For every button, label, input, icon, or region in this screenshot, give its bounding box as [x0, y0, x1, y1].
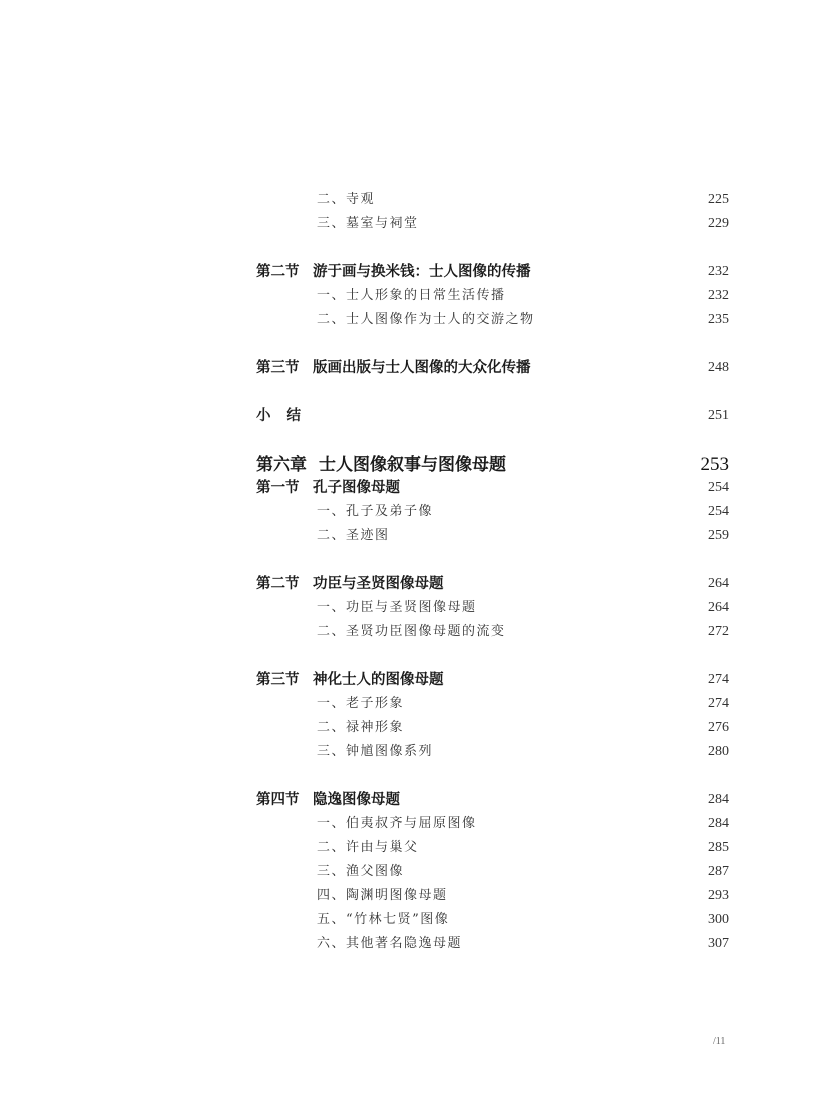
- toc-entry-page-number: 287: [708, 864, 729, 879]
- page-folio: /11: [713, 1036, 726, 1047]
- toc-entry-summary: [0, 404, 816, 428]
- toc-entry-label: 功臣与圣贤图像母题: [313, 575, 444, 592]
- toc-entry-chapter: [0, 453, 816, 477]
- toc-entry-label: 二、许由与巢父: [317, 840, 419, 855]
- toc-entry-number: 第二节: [256, 263, 300, 280]
- toc-entry-item: [0, 740, 816, 764]
- toc-entry-item: [0, 836, 816, 860]
- toc-entry-label: 四、陶渊明图像母题: [317, 888, 448, 903]
- toc-entry-item: [0, 692, 816, 716]
- toc-entry-section: [0, 260, 816, 284]
- toc-entry-label: 版画出版与士人图像的大众化传播: [313, 359, 531, 376]
- toc-entry-page-number: 285: [708, 840, 729, 855]
- toc-entry-label: 二、寺观: [317, 192, 376, 207]
- toc-entry-label: 三、墓室与祠堂: [317, 216, 419, 231]
- toc-entry-page-number: 232: [708, 288, 729, 303]
- toc-entry-label: 小结: [256, 407, 317, 424]
- toc-entry-label: 一、伯夷叔齐与屈原图像: [317, 816, 477, 831]
- toc-entry-title: [317, 860, 404, 884]
- toc-entry-item: [0, 308, 816, 332]
- toc-entry-page-number: 293: [708, 888, 729, 903]
- toc-entry-title: [256, 476, 400, 500]
- toc-entry-title: [317, 308, 535, 332]
- toc-entry-item: [0, 524, 816, 548]
- toc-entry-title: [317, 908, 449, 932]
- toc-entry-number: 第一节: [256, 479, 300, 496]
- toc-entry-title: [317, 692, 404, 716]
- toc-entry-page-number: 232: [708, 264, 729, 279]
- toc-entry-page-number: 276: [708, 720, 729, 735]
- toc-entry-page-number: 274: [708, 696, 729, 711]
- toc-entry-title: [256, 788, 400, 812]
- toc-entry-page-number: 248: [708, 360, 729, 375]
- toc-entry-page-number: 307: [708, 936, 729, 951]
- toc-entry-label: 一、孔子及弟子像: [317, 504, 434, 519]
- toc-entry-page-number: 272: [708, 624, 729, 639]
- toc-entry-item: [0, 860, 816, 884]
- toc-entry-title: [317, 812, 477, 836]
- toc-entry-page-number: 251: [708, 408, 729, 423]
- toc-entry-label: 二、圣迹图: [317, 528, 390, 543]
- toc-entry-title: [256, 356, 531, 380]
- toc-entry-section: [0, 788, 816, 812]
- toc-entry-number: 第二节: [256, 575, 300, 592]
- toc-entry-title: [317, 524, 390, 548]
- toc-entry-label: 五、“竹林七贤”图像: [317, 912, 450, 927]
- toc-entry-section: [0, 476, 816, 500]
- toc-entry-title: [256, 453, 506, 477]
- toc-entry-title: [317, 884, 448, 908]
- toc-entry-label: 游于画与换米钱：士人图像的传播: [313, 263, 531, 280]
- toc-entry-label: 士人图像叙事与图像母题: [319, 455, 506, 475]
- toc-entry-label: 孔子图像母题: [313, 479, 400, 496]
- toc-entry-number: 第四节: [256, 791, 300, 808]
- toc-entry-item: [0, 620, 816, 644]
- toc-entry-title: [317, 740, 433, 764]
- toc-entry-label: 一、功臣与圣贤图像母题: [317, 600, 477, 615]
- toc-entry-item: [0, 932, 816, 956]
- toc-entry-page-number: 254: [708, 504, 729, 519]
- toc-entry-title: [317, 932, 462, 956]
- toc-entry-item: [0, 500, 816, 524]
- toc-entry-item: [0, 596, 816, 620]
- toc-entry-number: 第三节: [256, 671, 300, 688]
- toc-entry-item: [0, 812, 816, 836]
- toc-entry-number: 第三节: [256, 359, 300, 376]
- toc-entry-section: [0, 356, 816, 380]
- toc-entry-item: [0, 284, 816, 308]
- toc-entry-title: [317, 836, 419, 860]
- toc-entry-page-number: 264: [708, 576, 729, 591]
- toc-entry-title: [256, 260, 531, 284]
- toc-entry-title: [317, 596, 477, 620]
- toc-entry-page-number: 300: [708, 912, 729, 927]
- toc-entry-title: [317, 500, 433, 524]
- toc-entry-title: [256, 404, 317, 428]
- toc-entry-title: [317, 188, 375, 212]
- toc-entry-page-number: 235: [708, 312, 729, 327]
- toc-entry-label: 神化士人的图像母题: [313, 671, 444, 688]
- toc-entry-item: [0, 908, 816, 932]
- toc-entry-title: [256, 572, 444, 596]
- toc-entry-label: 三、渔父图像: [317, 864, 405, 879]
- toc-entry-title: [256, 668, 444, 692]
- toc-entry-page-number: 284: [708, 792, 729, 807]
- toc-entry-page-number: 229: [708, 216, 729, 231]
- toc-entry-page-number: 264: [708, 600, 729, 615]
- toc-entry-page-number: 225: [708, 192, 729, 207]
- toc-entry-label: 一、老子形象: [317, 696, 405, 711]
- toc-entry-label: 二、禄神形象: [317, 720, 405, 735]
- toc-entry-title: [317, 620, 506, 644]
- toc-entry-section: [0, 572, 816, 596]
- toc-entry-label: 一、士人形象的日常生活传播: [317, 288, 506, 303]
- toc-entry-title: [317, 284, 506, 308]
- toc-entry-item: [0, 716, 816, 740]
- toc-entry-page-number: 280: [708, 744, 729, 759]
- toc-entry-page-number: 253: [700, 454, 729, 475]
- toc-entry-label: 六、其他著名隐逸母题: [317, 936, 463, 951]
- toc-entry-title: [317, 716, 404, 740]
- toc-entry-page-number: 284: [708, 816, 729, 831]
- toc-entry-page-number: 274: [708, 672, 729, 687]
- toc-entry-item: [0, 212, 816, 236]
- toc-entry-page-number: 254: [708, 480, 729, 495]
- toc-entry-item: [0, 884, 816, 908]
- toc-entry-item: [0, 188, 816, 212]
- toc-entry-label: 隐逸图像母题: [313, 791, 400, 808]
- toc-entry-label: 三、钟馗图像系列: [317, 744, 434, 759]
- toc-entry-section: [0, 668, 816, 692]
- toc-entry-title: [317, 212, 419, 236]
- toc-entry-number: 第六章: [256, 455, 307, 475]
- toc-entry-page-number: 259: [708, 528, 729, 543]
- toc-entry-label: 二、圣贤功臣图像母题的流变: [317, 624, 506, 639]
- toc-entry-label: 二、士人图像作为士人的交游之物: [317, 312, 535, 327]
